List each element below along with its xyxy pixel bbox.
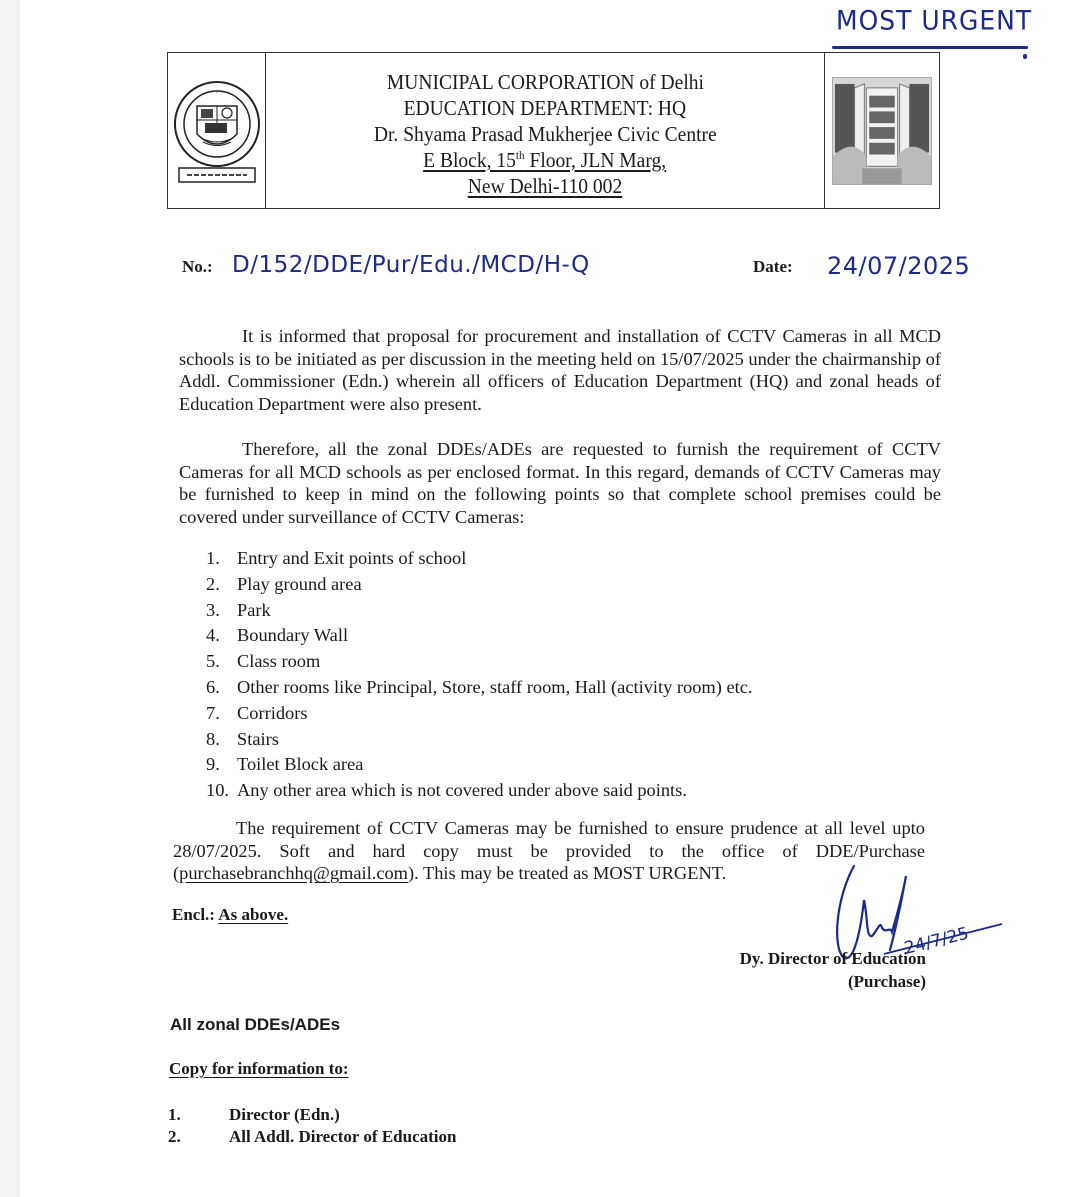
point-text: Play ground area	[237, 573, 362, 594]
point-text: Toilet Block area	[237, 754, 364, 775]
copy-item-text: All Addl. Director of Education	[229, 1126, 457, 1146]
address-line	[423, 147, 666, 173]
point-number: 10.	[206, 780, 229, 801]
coverage-point	[206, 572, 846, 598]
coverage-point	[206, 546, 846, 572]
point-number: 1.	[206, 548, 220, 568]
point-number: 9.	[206, 754, 220, 775]
urgent-underline	[832, 46, 1028, 49]
coverage-point	[206, 623, 846, 649]
signatory-block	[740, 947, 926, 993]
point-text: Class room	[237, 651, 321, 672]
copy-item-text: Director (Edn.)	[229, 1105, 340, 1124]
paragraph-request-text: Therefore, all the zonal DDEs/ADEs are requested to furnish the requirement of CCTV Cameras for all MCD schools as per enclosed format. In this regard, demands of CCTV Cameras may be furnished to keep in mind on the following points so that complete school premises could be covered under surveillance of CCTV Cameras:	[179, 439, 941, 527]
point-text: Any other area which is not covered under above said points.	[237, 780, 687, 801]
point-text: Entry and Exit points of school	[237, 548, 467, 568]
point-text: Corridors	[237, 702, 308, 723]
paragraph-deadline	[173, 817, 925, 885]
paragraph-deadline-text: The requirement of CCTV Cameras may be furnished to ensure prudence at all level upto 28/07/2025. Soft and hard copy must be provided to the office of DDE/Purchase (	[173, 818, 925, 883]
point-text: Other rooms like Principal, Store, staff room, Hall (activity room) etc.	[237, 676, 753, 697]
coverage-point	[206, 701, 846, 727]
copy-item-number: 1.	[168, 1105, 181, 1124]
addressee: All zonal DDEs/ADEs	[170, 1015, 341, 1034]
address-block: E Block, 15	[423, 147, 517, 172]
enclosure	[172, 905, 288, 925]
civic-centre-building-icon	[832, 77, 932, 185]
letterhead-address	[266, 53, 824, 208]
page-edge-strip	[0, 0, 20, 1197]
copy-to-item	[168, 1104, 456, 1126]
most-urgent-annotation	[836, 6, 1036, 56]
paragraph-intro	[179, 325, 941, 415]
reference-row	[180, 254, 1000, 288]
enclosure-label: Encl.:	[172, 905, 215, 924]
most-urgent-text: MOST URGENT	[836, 5, 1033, 36]
letter-number-label: No.:	[182, 257, 213, 276]
copy-to-list	[168, 1104, 456, 1147]
coverage-point	[206, 675, 846, 701]
address-sup: th	[516, 147, 525, 162]
coverage-point	[206, 598, 846, 624]
date-value: 24/07/2025	[827, 252, 971, 280]
mcd-emblem-icon	[171, 76, 263, 186]
point-number: 8.	[206, 728, 220, 749]
enclosure-value: As above.	[218, 905, 289, 924]
copy-item-number: 2.	[168, 1126, 181, 1146]
building-name: Dr. Shyama Prasad Mukherjee Civic Centre	[373, 121, 717, 146]
department-name: EDUCATION DEPARTMENT: HQ	[403, 95, 687, 120]
paragraph-intro-text: It is informed that proposal for procurement and installation of CCTV Cameras in all MCD schools is to be initiated as per discussion in the meeting held on 15/07/2025 under the chairmanship of Addl. Commissioner (Edn.) wherein all officers of Education Department (HQ) and zonal heads of Education Department were also present.	[179, 326, 941, 414]
letter-number-value: D/152/DDE/Pur/Edu./MCD/H-Q	[232, 252, 590, 278]
point-number: 4.	[206, 625, 220, 646]
coverage-point	[206, 778, 846, 804]
svg-text:◦ ◦ ◦: ◦ ◦ ◦	[209, 88, 224, 96]
civic-centre-image-cell	[824, 53, 939, 208]
point-text: Park	[237, 599, 271, 620]
paragraph-deadline-tail: ). This may be treated as MOST URGENT.	[407, 863, 727, 883]
letterhead	[167, 52, 940, 209]
address-floor: Floor, JLN Marg,	[524, 147, 667, 172]
email-link[interactable]: purchasebranchhq@gmail.com	[179, 863, 408, 883]
org-name: MUNICIPAL CORPORATION of Delhi	[386, 69, 704, 94]
point-number: 2.	[206, 573, 220, 594]
coverage-points-list	[206, 546, 846, 804]
signatory-dept: (Purchase)	[847, 972, 926, 991]
coverage-point	[206, 649, 846, 675]
point-text: Stairs	[237, 728, 279, 749]
city-pin: New Delhi-110 002	[467, 173, 623, 198]
date-label: Date:	[753, 257, 793, 276]
point-number: 5.	[206, 651, 220, 672]
copy-to-item	[168, 1126, 456, 1148]
point-number: 3.	[206, 599, 220, 620]
coverage-point	[206, 752, 846, 778]
urgent-dot	[1023, 54, 1027, 59]
copy-to-title: Copy for information to:	[169, 1059, 349, 1078]
signature-date: 24/7/25	[902, 923, 971, 959]
point-text: Boundary Wall	[237, 625, 349, 646]
coverage-point	[206, 727, 846, 753]
mcd-logo-cell	[168, 53, 266, 208]
point-number: 7.	[206, 702, 220, 723]
signatory-title: Dy. Director of Education	[739, 949, 926, 968]
paragraph-request	[179, 438, 941, 528]
point-number: 6.	[206, 676, 220, 697]
